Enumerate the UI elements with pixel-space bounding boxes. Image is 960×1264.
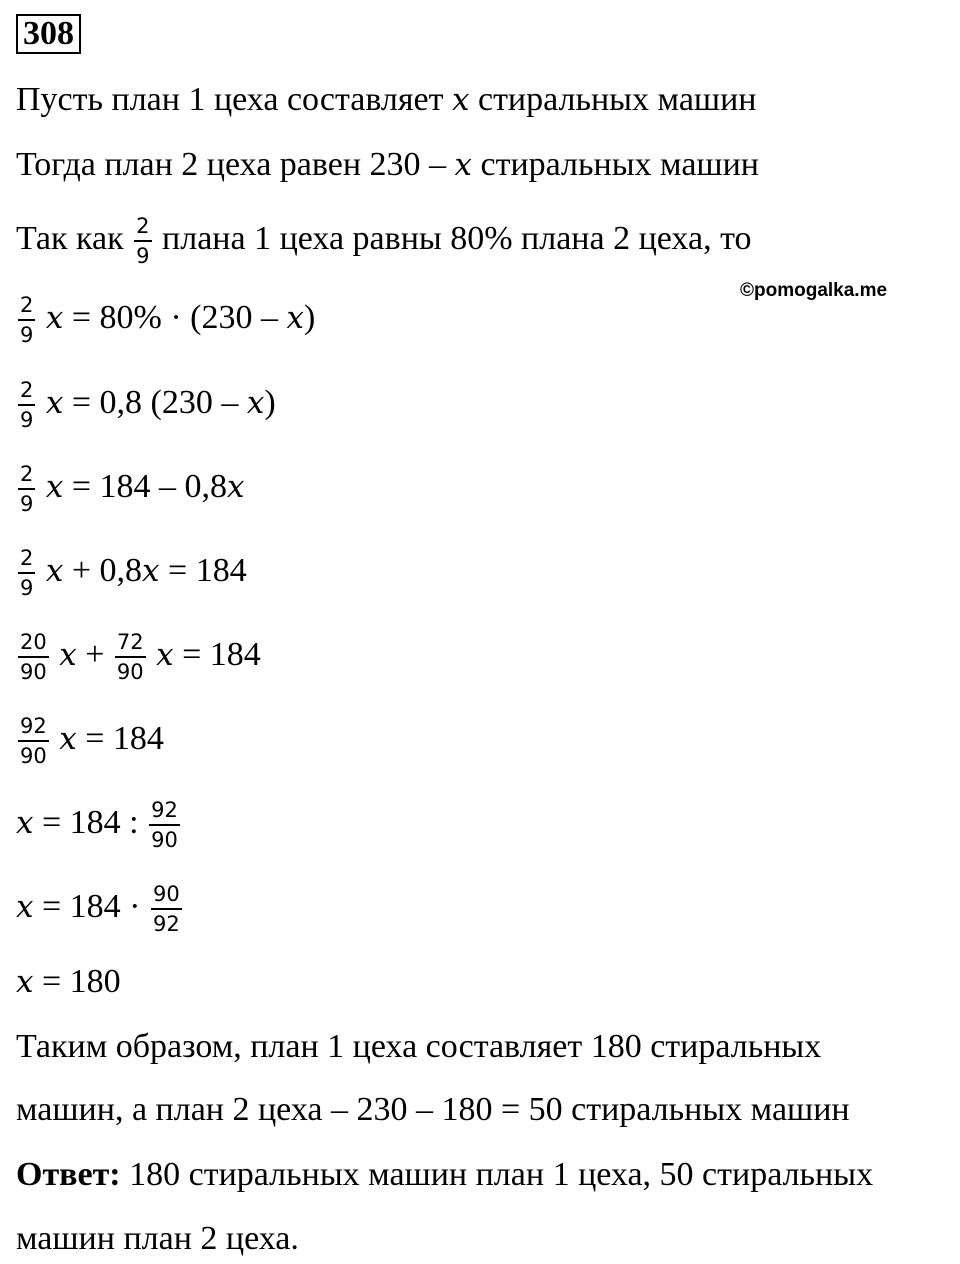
fraction-numerator: 72 xyxy=(115,630,146,658)
variable-x: x xyxy=(142,552,160,589)
fraction-denominator: 9 xyxy=(20,576,34,600)
fraction-2-9 xyxy=(18,293,35,347)
equation-9 xyxy=(16,962,121,1002)
variable-x: x xyxy=(45,552,64,589)
equation-5 xyxy=(16,630,261,684)
text-line-3 xyxy=(16,214,752,268)
fraction-90-92 xyxy=(151,882,182,936)
equation-9-rest: = 180 xyxy=(33,963,121,1000)
equation-4 xyxy=(16,546,247,600)
fraction-numerator: 2 xyxy=(18,462,35,490)
equation-2 xyxy=(16,378,276,432)
equation-3-rest: = 184 – 0,8 xyxy=(63,467,228,505)
fraction-denominator: 90 xyxy=(20,660,47,684)
fraction-2-9 xyxy=(134,214,151,268)
text-line-2 xyxy=(16,145,759,185)
equation-4-rest: + 0,8 xyxy=(63,551,143,589)
fraction-denominator: 90 xyxy=(151,828,178,852)
equation-7 xyxy=(16,798,182,852)
fraction-numerator: 2 xyxy=(18,546,35,574)
equation-6-end: = 184 xyxy=(76,719,164,757)
line-2-part-b: стиральных машин xyxy=(472,146,759,183)
answer-text-1: 180 стиральных машин план 1 цеха, 50 стиральных xyxy=(120,1156,874,1193)
fraction-numerator: 2 xyxy=(134,214,151,242)
fraction-denominator: 9 xyxy=(20,323,34,347)
fraction-numerator: 2 xyxy=(18,378,35,406)
variable-x: x xyxy=(59,720,77,757)
line-1-part-b: стиральных машин xyxy=(469,81,757,118)
fraction-2-9 xyxy=(18,462,35,516)
variable-x: x xyxy=(16,804,34,841)
variable-x: x xyxy=(16,888,34,925)
equation-2-end: ) xyxy=(264,383,276,421)
conclusion-line-2: машин, а план 2 цеха – 230 – 180 = 50 стиральных машин xyxy=(16,1091,850,1128)
fraction-denominator: 90 xyxy=(116,660,144,684)
variable-x: x xyxy=(227,468,245,505)
answer-line-2: машин план 2 цеха. xyxy=(16,1220,299,1257)
equation-1 xyxy=(16,293,315,347)
line-2-part-a: Тогда план 2 цеха равен 230 – xyxy=(16,146,455,183)
equation-5-end: = 184 xyxy=(173,635,261,673)
equation-1-rest: = 80% · (230 – xyxy=(63,298,287,336)
equation-7-rest: = 184 : xyxy=(33,803,148,841)
fraction-2-9 xyxy=(18,546,35,600)
equation-5-plus: + xyxy=(76,635,113,673)
equation-8-rest: = 184 · xyxy=(33,887,149,925)
fraction-72-90 xyxy=(115,630,146,684)
fraction-numerator: 92 xyxy=(149,798,180,826)
equation-3 xyxy=(16,462,245,516)
variable-x: x xyxy=(45,468,64,505)
fraction-numerator: 2 xyxy=(18,293,35,321)
equation-1-end: ) xyxy=(304,298,316,336)
line-3-part-a: Так как xyxy=(16,219,133,257)
fraction-denominator: 9 xyxy=(20,492,34,516)
variable-x: x xyxy=(286,299,304,336)
answer-label: Ответ: xyxy=(16,1156,121,1193)
variable-x: x xyxy=(59,636,77,673)
conclusion-line-1: Таким образом, план 1 цеха составляет 180 стиральных xyxy=(16,1028,822,1065)
fraction-92-90 xyxy=(149,798,180,852)
problem-number: 308 xyxy=(16,14,81,54)
variable-x: x xyxy=(452,82,470,118)
line-3-part-b: плана 1 цеха равны 80% плана 2 цеха, то xyxy=(153,219,752,257)
answer-line-1 xyxy=(16,1155,873,1195)
fraction-2-9 xyxy=(18,378,35,432)
fraction-20-90 xyxy=(18,630,49,684)
fraction-denominator: 9 xyxy=(136,244,150,268)
equation-8 xyxy=(16,882,184,936)
variable-x: x xyxy=(156,636,174,673)
fraction-92-90 xyxy=(18,714,49,768)
fraction-denominator: 90 xyxy=(20,744,47,768)
line-1-part-a: Пусть план 1 цеха составляет xyxy=(16,81,452,118)
variable-x: x xyxy=(454,147,472,183)
equation-2-rest: = 0,8 (230 – xyxy=(63,383,247,421)
fraction-denominator: 92 xyxy=(152,912,180,936)
equation-4-end: = 184 xyxy=(159,551,247,589)
fraction-numerator: 20 xyxy=(18,630,49,658)
fraction-denominator: 9 xyxy=(20,408,34,432)
fraction-numerator: 92 xyxy=(18,714,49,742)
variable-x: x xyxy=(45,299,64,336)
watermark: ©pomogalka.me xyxy=(740,280,888,301)
variable-x: x xyxy=(246,384,265,421)
variable-x: x xyxy=(45,384,64,421)
text-line-1 xyxy=(16,80,756,120)
equation-6 xyxy=(16,714,164,768)
fraction-numerator: 90 xyxy=(151,882,182,910)
variable-x: x xyxy=(16,964,34,1000)
